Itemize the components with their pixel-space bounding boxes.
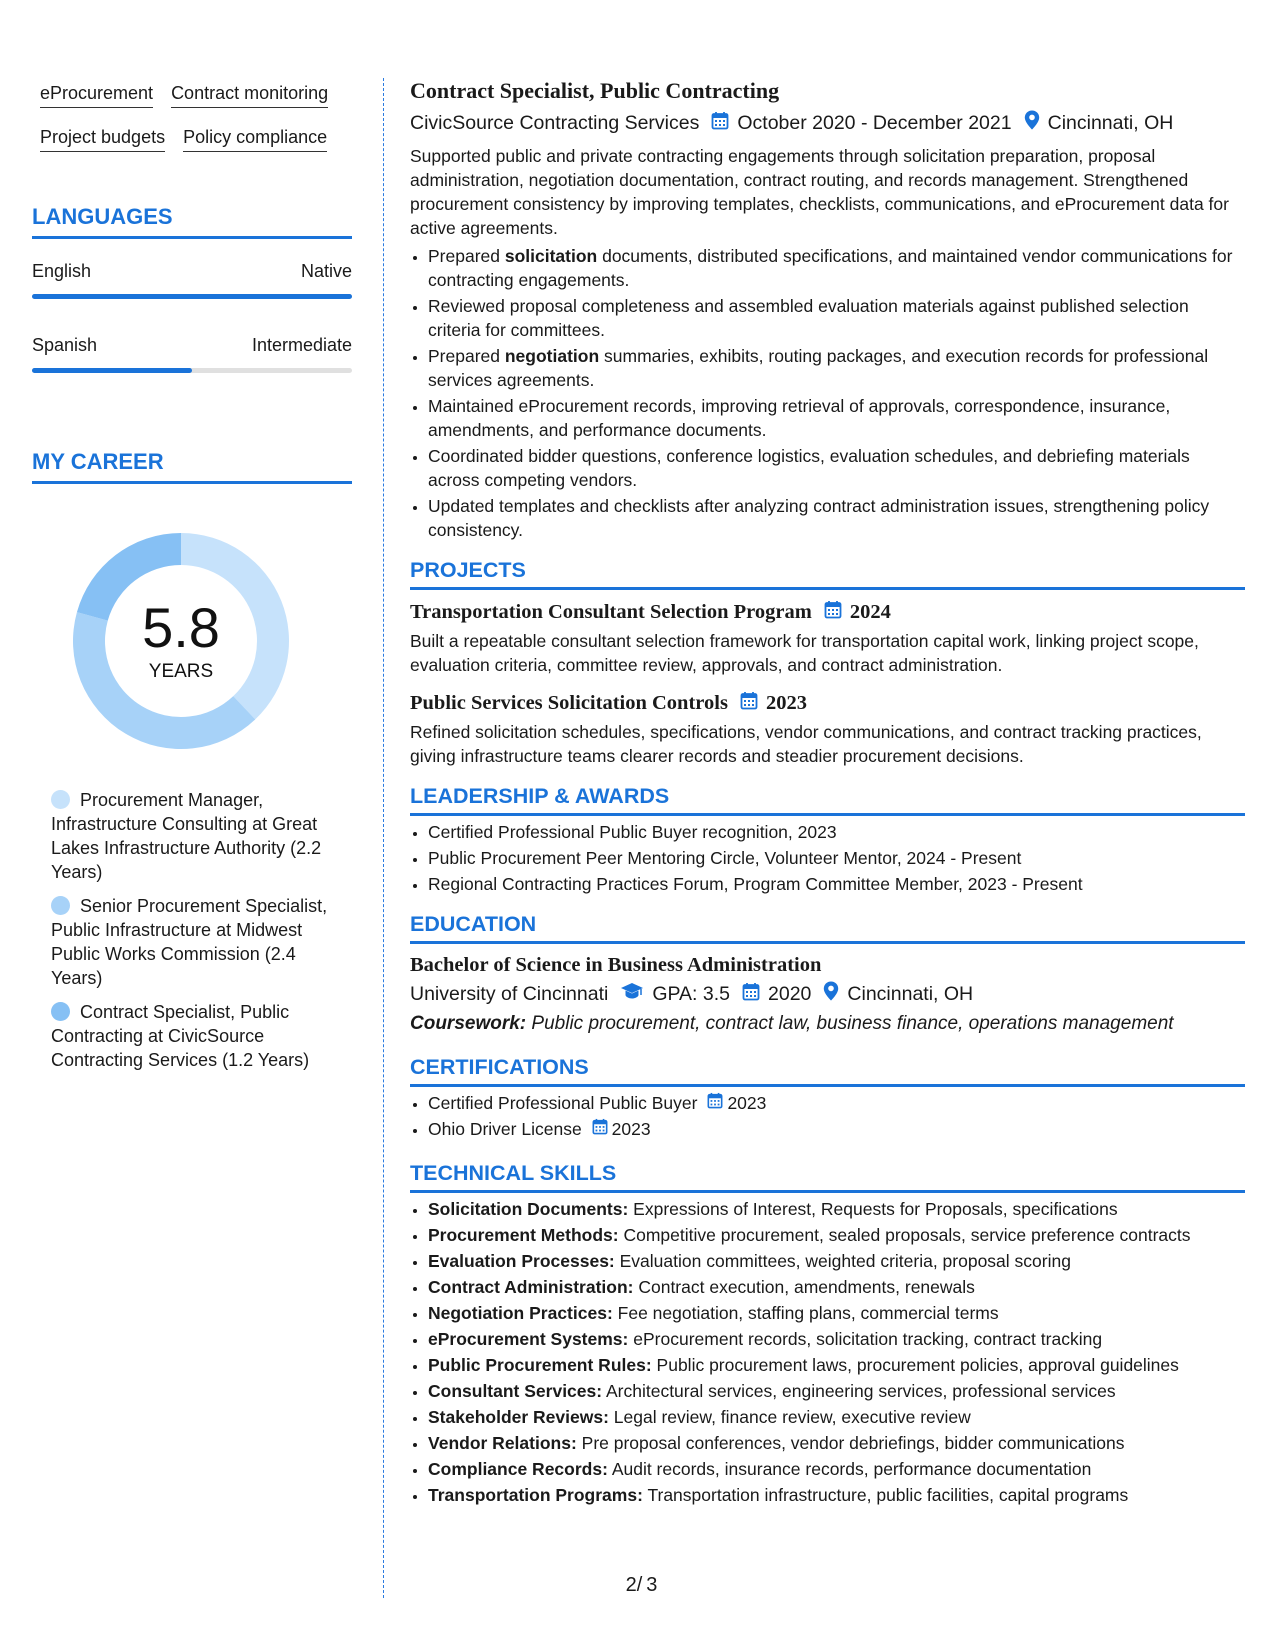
job-title: Contract Specialist, Public Contracting bbox=[410, 78, 780, 103]
language-proficiency-fill bbox=[32, 294, 352, 299]
skill-tags bbox=[32, 82, 352, 152]
career-item-text: Senior Procurement Specialist, Public Infrastructure at Midwest Public Works Commission (2.4 Years) bbox=[51, 896, 328, 988]
career-item bbox=[51, 1000, 331, 1072]
education-year: 2020 bbox=[768, 982, 812, 1005]
technical-skills-list bbox=[410, 1197, 1245, 1507]
career-legend-dot bbox=[51, 790, 70, 809]
languages-heading: LANGUAGES bbox=[32, 204, 352, 239]
skill-item: • Solicitation Documents: Expressions of Interest, Requests for Proposals, specifications bbox=[428, 1197, 1245, 1221]
job-company: CivicSource Contracting Services bbox=[410, 111, 700, 134]
sidebar bbox=[32, 82, 352, 1082]
certification-year: 2023 bbox=[727, 1093, 767, 1113]
skill-item: • Evaluation Processes: Evaluation committees, weighted criteria, proposal scoring bbox=[428, 1249, 1245, 1273]
language-level: Intermediate bbox=[251, 335, 352, 355]
job-summary: Supported public and private contracting engagements through solicitation preparation, proposal administration, negotiation documentation, contract routing, and records management. Strengthened procurement consistency by improving templates, checklists, communications, and eProcurement data for active agreements. bbox=[410, 146, 1229, 238]
leadership-item: • Public Procurement Peer Mentoring Circle, Volunteer Mentor, 2024 - Present bbox=[428, 846, 1245, 870]
job-bullet: • Updated templates and checklists after analyzing contract administration issues, strengthening policy consistency. bbox=[428, 494, 1245, 542]
calendar-icon bbox=[707, 1091, 723, 1115]
language-english bbox=[32, 261, 352, 299]
skill-item: • Procurement Methods: Competitive procurement, sealed proposals, service preference contracts bbox=[428, 1223, 1245, 1247]
project-title: Transportation Consultant Selection Program 2024 bbox=[410, 601, 891, 623]
skill-tag: eProcurement bbox=[40, 82, 153, 108]
education-coursework bbox=[410, 1013, 1245, 1035]
career-donut-chart bbox=[66, 526, 296, 756]
calendar-icon bbox=[740, 691, 758, 716]
career-item bbox=[51, 788, 331, 884]
leadership-item: • Regional Contracting Practices Forum, Program Committee Member, 2023 - Present bbox=[428, 872, 1245, 896]
career-total-unit: YEARS bbox=[148, 661, 214, 682]
leadership-item: • Certified Professional Public Buyer recognition, 2023 bbox=[428, 820, 1245, 844]
location-pin-icon bbox=[823, 981, 839, 1007]
career-item-text: Contract Specialist, Public Contracting at CivicSource Contracting Services (1.2 Years) bbox=[51, 1002, 310, 1070]
skill-tag: Project budgets bbox=[40, 126, 165, 152]
skill-item: • Transportation Programs: Transportation infrastructure, public facilities, capital programs bbox=[428, 1483, 1245, 1507]
job-bullet: • Coordinated bidder questions, conference logistics, evaluation schedules, and debriefing materials across competing vendors. bbox=[428, 444, 1245, 492]
job-bullets bbox=[410, 244, 1245, 542]
project-title: Public Services Solicitation Controls 2023 bbox=[410, 692, 807, 714]
project-year: 2023 bbox=[765, 692, 807, 714]
calendar-icon bbox=[592, 1117, 608, 1141]
location-pin-icon bbox=[1024, 110, 1040, 136]
language-proficiency-bar bbox=[32, 294, 352, 299]
calendar-icon bbox=[711, 111, 729, 136]
career-heading: MY CAREER bbox=[32, 449, 352, 484]
language-name: English bbox=[32, 261, 92, 281]
skill-item: • eProcurement Systems: eProcurement records, solicitation tracking, contract tracking bbox=[428, 1327, 1245, 1351]
graduation-cap-icon bbox=[620, 982, 644, 1006]
skill-tag: Policy compliance bbox=[183, 126, 327, 152]
certifications-list bbox=[410, 1091, 1245, 1141]
education-meta bbox=[410, 981, 1245, 1007]
technical-skills-heading: TECHNICAL SKILLS bbox=[410, 1161, 1245, 1193]
coursework-text: Public procurement, contract law, business finance, operations management bbox=[531, 1013, 1174, 1034]
skill-item: • Compliance Records: Audit records, insurance records, performance documentation bbox=[428, 1457, 1245, 1481]
coursework-label: Coursework: bbox=[410, 1013, 527, 1034]
calendar-icon bbox=[742, 982, 760, 1007]
career-list bbox=[32, 788, 352, 1072]
leadership-heading: LEADERSHIP & AWARDS bbox=[410, 784, 1245, 816]
certifications-heading: CERTIFICATIONS bbox=[410, 1055, 1245, 1087]
skill-item: • Stakeholder Reviews: Legal review, finance review, executive review bbox=[428, 1405, 1245, 1429]
job-location: Cincinnati, OH bbox=[1047, 111, 1174, 134]
page-number: 2/ 3 bbox=[625, 1574, 658, 1596]
job-bullet: • Prepared solicitation documents, distributed specifications, and maintained vendor communications for contracting engagements. bbox=[428, 244, 1245, 292]
project-year: 2024 bbox=[849, 601, 891, 623]
language-name: Spanish bbox=[32, 335, 98, 355]
skill-tag: Contract monitoring bbox=[171, 82, 328, 108]
certification-item bbox=[428, 1091, 1245, 1115]
career-legend-dot bbox=[51, 1002, 70, 1021]
job-dates: October 2020 - December 2021 bbox=[737, 111, 1012, 134]
skill-item: • Contract Administration: Contract execution, amendments, renewals bbox=[428, 1275, 1245, 1299]
education-heading: EDUCATION bbox=[410, 912, 1245, 944]
skill-item: • Negotiation Practices: Fee negotiation, staffing plans, commercial terms bbox=[428, 1301, 1245, 1325]
job-bullet: • Prepared negotiation summaries, exhibits, routing packages, and execution records for professional services agreements. bbox=[428, 344, 1245, 392]
language-level: Native bbox=[300, 261, 352, 281]
skill-item: • Consultant Services: Architectural services, engineering services, professional services bbox=[428, 1379, 1245, 1403]
career-total-years: 5.8 bbox=[142, 596, 220, 659]
main-content bbox=[410, 78, 1245, 1509]
skill-item: • Public Procurement Rules: Public procurement laws, procurement policies, approval guidelines bbox=[428, 1353, 1245, 1377]
project-description: Refined solicitation schedules, specifications, vendor communications, and contract tracking practices, giving infrastructure teams clearer records and steadier procurement decisions. bbox=[410, 722, 1202, 766]
career-legend-dot bbox=[51, 896, 70, 915]
leadership-list bbox=[410, 820, 1245, 896]
career-item bbox=[51, 894, 331, 990]
certification-name: • Ohio Driver License bbox=[428, 1119, 582, 1139]
job-meta bbox=[410, 110, 1245, 136]
project-description: Built a repeatable consultant selection framework for transportation capital work, linking project scope, evaluation criteria, committee review, approvals, and contract administration. bbox=[410, 631, 1199, 675]
skill-item: • Vendor Relations: Pre proposal conferences, vendor debriefings, bidder communications bbox=[428, 1431, 1245, 1455]
job-bullet: • Reviewed proposal completeness and assembled evaluation materials against published selection criteria for committees. bbox=[428, 294, 1245, 342]
education-gpa: GPA: 3.5 bbox=[652, 982, 731, 1005]
projects-heading: PROJECTS bbox=[410, 558, 1245, 590]
education-school: University of Cincinnati bbox=[410, 982, 609, 1005]
education-degree: Bachelor of Science in Business Administration bbox=[410, 954, 822, 976]
calendar-icon bbox=[824, 600, 842, 625]
language-proficiency-bar bbox=[32, 368, 352, 373]
job-bullet: • Maintained eProcurement records, improving retrieval of approvals, correspondence, insurance, amendments, and performance documents. bbox=[428, 394, 1245, 442]
education-location: Cincinnati, OH bbox=[847, 982, 974, 1005]
language-proficiency-fill bbox=[32, 368, 192, 373]
language-spanish bbox=[32, 335, 352, 373]
career-item-text: Procurement Manager, Infrastructure Consulting at Great Lakes Infrastructure Authority (2.2 Years) bbox=[51, 790, 322, 882]
certification-year: 2023 bbox=[611, 1119, 651, 1139]
column-divider bbox=[383, 78, 384, 1598]
certification-item bbox=[428, 1117, 1245, 1141]
certification-name: • Certified Professional Public Buyer bbox=[428, 1093, 698, 1113]
